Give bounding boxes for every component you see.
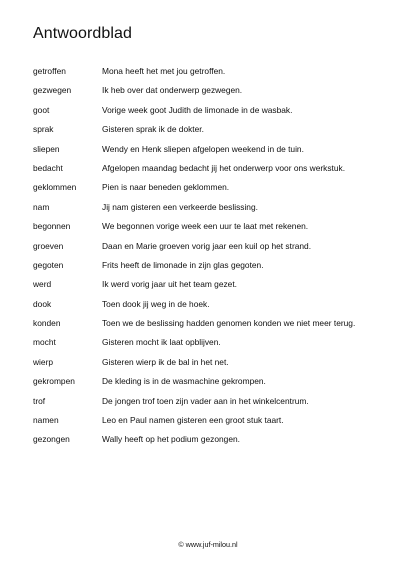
answer-word: werd — [33, 279, 52, 290]
page-title: Antwoordblad — [33, 25, 133, 42]
answer-sentence: Jij nam gisteren een verkeerde beslissing. — [102, 201, 258, 212]
answer-sentence: Toen dook jij weg in de hoek. — [102, 298, 210, 309]
answer-word: groeven — [33, 240, 64, 251]
answer-word: bedacht — [33, 162, 63, 173]
answer-sentence: Vorige week goot Judith de limonade in de wasbak. — [102, 104, 293, 115]
answer-word: wierp — [33, 356, 54, 367]
answer-sentence: Leo en Paul namen gisteren een groot stuk taart. — [102, 415, 284, 426]
answer-word: sprak — [33, 124, 54, 135]
answer-word: trof — [33, 395, 46, 406]
answer-row — [33, 396, 393, 415]
answer-sentence: Gisteren sprak ik de dokter. — [102, 124, 204, 135]
answer-sentence: Ik heb over dat onderwerp gezwegen. — [102, 85, 243, 96]
answer-row — [33, 163, 393, 182]
answer-sentence: De kleding is in de wasmachine gekrompen. — [102, 376, 266, 387]
answer-row — [33, 241, 393, 260]
answer-sentence: Daan en Marie groeven vorig jaar een kuil op het strand. — [102, 240, 312, 251]
answer-word: gezwegen — [33, 85, 72, 96]
answer-word: konden — [33, 318, 61, 329]
answer-row — [33, 337, 393, 356]
answer-sentence: Afgelopen maandag bedacht jij het onderwerp voor ons werkstuk. — [102, 162, 346, 173]
answer-sentence: We begonnen vorige week een uur te laat met rekenen. — [102, 221, 309, 232]
answer-sentence: Frits heeft de limonade in zijn glas gegoten. — [102, 259, 264, 270]
answer-row — [33, 415, 393, 434]
answer-word: begonnen — [33, 221, 71, 232]
answer-sentence: Mona heeft het met jou getroffen. — [102, 66, 226, 76]
answer-word: mocht — [33, 337, 56, 348]
answer-word: gezongen — [33, 434, 70, 445]
answer-sentence: Pien is naar beneden geklommen. — [102, 182, 230, 193]
answer-row — [33, 434, 393, 453]
footer-copyright: © www.juf-milou.nl — [178, 540, 238, 549]
answer-sentence: Ik werd vorig jaar uit het team gezet. — [102, 279, 237, 290]
answer-sentence: De jongen trof toen zijn vader aan in het winkelcentrum. — [102, 395, 309, 406]
answer-row — [33, 260, 393, 279]
answer-sentence: Wendy en Henk sliepen afgelopen weekend in de tuin. — [102, 143, 304, 154]
answer-row — [33, 299, 393, 318]
answer-word: gegoten — [33, 259, 64, 270]
answer-word: goot — [33, 104, 50, 115]
answer-word: sliepen — [33, 143, 60, 154]
answer-row — [33, 144, 393, 163]
answer-row — [33, 85, 393, 104]
answer-row — [33, 376, 393, 395]
answer-word: nam — [33, 201, 50, 212]
answer-word: geklommen — [33, 182, 77, 193]
answer-sentence: Gisteren wierp ik de bal in het net. — [102, 356, 229, 367]
answer-list — [33, 66, 393, 454]
answer-row — [33, 202, 393, 221]
answer-row — [33, 66, 393, 85]
answer-row — [33, 318, 393, 337]
answer-sentence: Toen we de beslissing hadden genomen konden we niet meer terug. — [102, 318, 356, 329]
answer-sentence: Gisteren mocht ik laat opblijven. — [102, 337, 221, 348]
answer-row — [33, 105, 393, 124]
answer-word: getroffen — [33, 66, 66, 76]
answer-word: gekrompen — [33, 376, 75, 387]
answer-row — [33, 182, 393, 201]
answer-row — [33, 279, 393, 298]
answer-word: namen — [33, 415, 59, 426]
answer-row — [33, 124, 393, 143]
answer-row — [33, 221, 393, 240]
answer-word: dook — [33, 298, 52, 309]
answer-row — [33, 357, 393, 376]
answer-sentence: Wally heeft op het podium gezongen. — [102, 434, 240, 445]
